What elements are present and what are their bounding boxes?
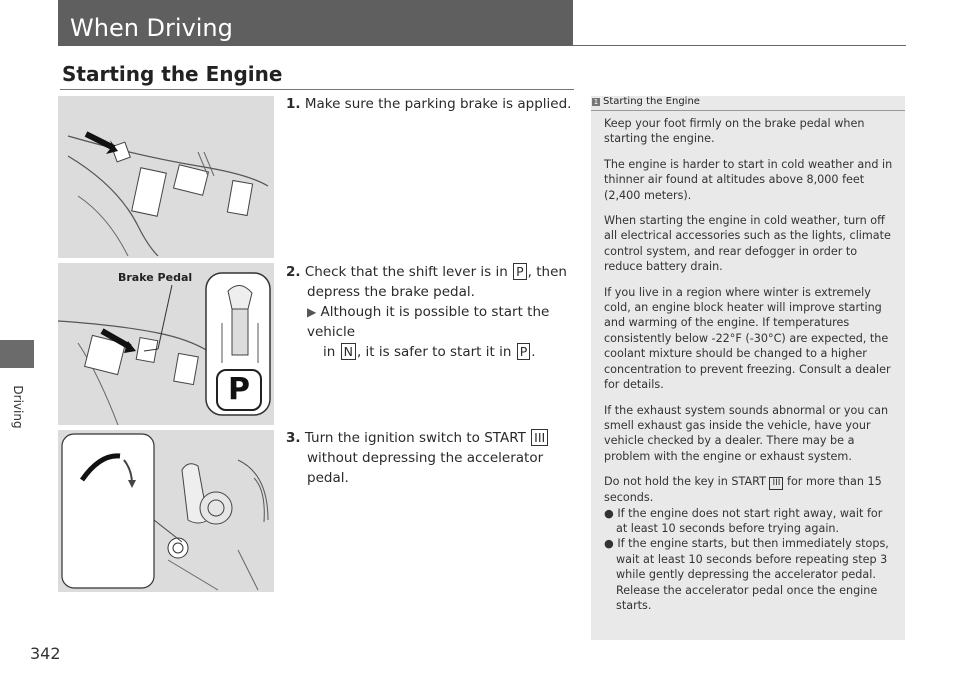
side-tab — [0, 340, 34, 368]
step-2-sub-b: in — [323, 344, 336, 360]
side-tab-label: Driving — [11, 385, 25, 429]
note-p6-b: for more than 15 seconds. — [604, 475, 882, 505]
step-2-sub-a: Although it is possible to start the vehicle — [307, 304, 550, 340]
note-bullet-1-text: If the engine does not start right away, wait for at least 10 seconds before trying again. — [616, 506, 883, 535]
note-paragraph-6 — [604, 474, 896, 505]
note-paragraph-2: The engine is harder to start in cold weather and in thinner air found at altitudes above 8,000 feet (2,400 meters). — [604, 157, 893, 202]
note-p6-a: Do not hold the key in START — [604, 475, 766, 489]
step-2-text-a: Check that the shift lever is in — [304, 264, 508, 280]
parking-brake-drawing — [58, 96, 274, 258]
note-rule — [591, 110, 905, 111]
note-key-iii: III — [769, 477, 783, 490]
step-2 — [286, 262, 576, 362]
step-2-number: 2. — [286, 264, 301, 280]
note-paragraph-5: If the exhaust system sounds abnormal or you can smell exhaust gas inside the vehicle, have your vehicle checked by a dealer. There may be a problem with the engine or exhaust system. — [604, 403, 889, 463]
step-3-number: 3. — [286, 430, 301, 446]
step-1-text: Make sure the parking brake is applied. — [304, 96, 572, 112]
step-3 — [286, 428, 576, 488]
step-2-sub-c: , it is safer to start it in — [356, 344, 512, 360]
step-1 — [286, 94, 576, 114]
header-rule — [573, 45, 906, 46]
shift-key-p2: P — [517, 343, 531, 360]
note-paragraph-4: If you live in a region where winter is extremely cold, an engine block heater will improve starting and warming of the engine. If temperatures consistently below -22°F (-30°C) are expected, the coolant mixture should be changed to a higher concentration to prevent freezing. Consult a dealer for details. — [604, 285, 891, 392]
parking-brake-illustration — [58, 96, 274, 258]
note-paragraph-1: Keep your foot firmly on the brake pedal when starting the engine. — [604, 117, 865, 146]
note-bullet-2-text: If the engine starts, but then immediately stops, wait at least 10 seconds before repeating step 3 while gently depressing the accelerator pedal. Release the accelerator pedal once the engine starts. — [616, 537, 889, 612]
triangle-bullet-icon: ▶ — [307, 305, 317, 319]
note-title-text: Starting the Engine — [603, 96, 700, 107]
note-bullet-2: ● If the engine starts, but then immediately stops, wait at least 10 seconds before repeating step 3 while gently depressing the accelerator pedal. Release the accelerator pedal once the engine starts. — [604, 537, 889, 612]
note-bullet-1: ● If the engine does not start right away, wait for at least 10 seconds before trying again. — [604, 506, 883, 535]
note-body — [604, 116, 896, 613]
step-2-line2: depress the brake pedal. — [307, 284, 475, 300]
brake-pedal-shift-illustration — [58, 263, 274, 425]
shift-key-n: N — [341, 343, 356, 360]
note-paragraph-3: When starting the engine in cold weather, turn off all electrical accessories such as the lights, climate control system, and rear defogger in order to reduce battery drain. — [604, 214, 891, 274]
note-marker-icon: 1 — [593, 97, 599, 106]
shift-position-indicator: P — [216, 369, 262, 411]
step-1-number: 1. — [286, 96, 301, 112]
section-rule — [60, 89, 574, 90]
page-number: 342 — [30, 644, 61, 663]
step-2-subnote — [286, 302, 576, 362]
ignition-key-iii: III — [531, 429, 548, 446]
ignition-drawing — [58, 430, 274, 592]
page-title: When Driving — [70, 14, 233, 42]
shift-key-p: P — [513, 263, 527, 280]
section-title: Starting the Engine — [62, 62, 283, 86]
step-3-text-a: Turn the ignition switch to START — [304, 430, 526, 446]
note-title — [592, 96, 700, 107]
ignition-switch-illustration — [58, 430, 274, 592]
step-2-text-b: , then — [527, 264, 567, 280]
step-2-sub-d: . — [531, 344, 536, 360]
side-tab-label-wrap — [5, 372, 31, 442]
brake-pedal-label: Brake Pedal — [118, 271, 193, 284]
step-3-line2: without depressing the accelerator pedal. — [307, 450, 544, 486]
